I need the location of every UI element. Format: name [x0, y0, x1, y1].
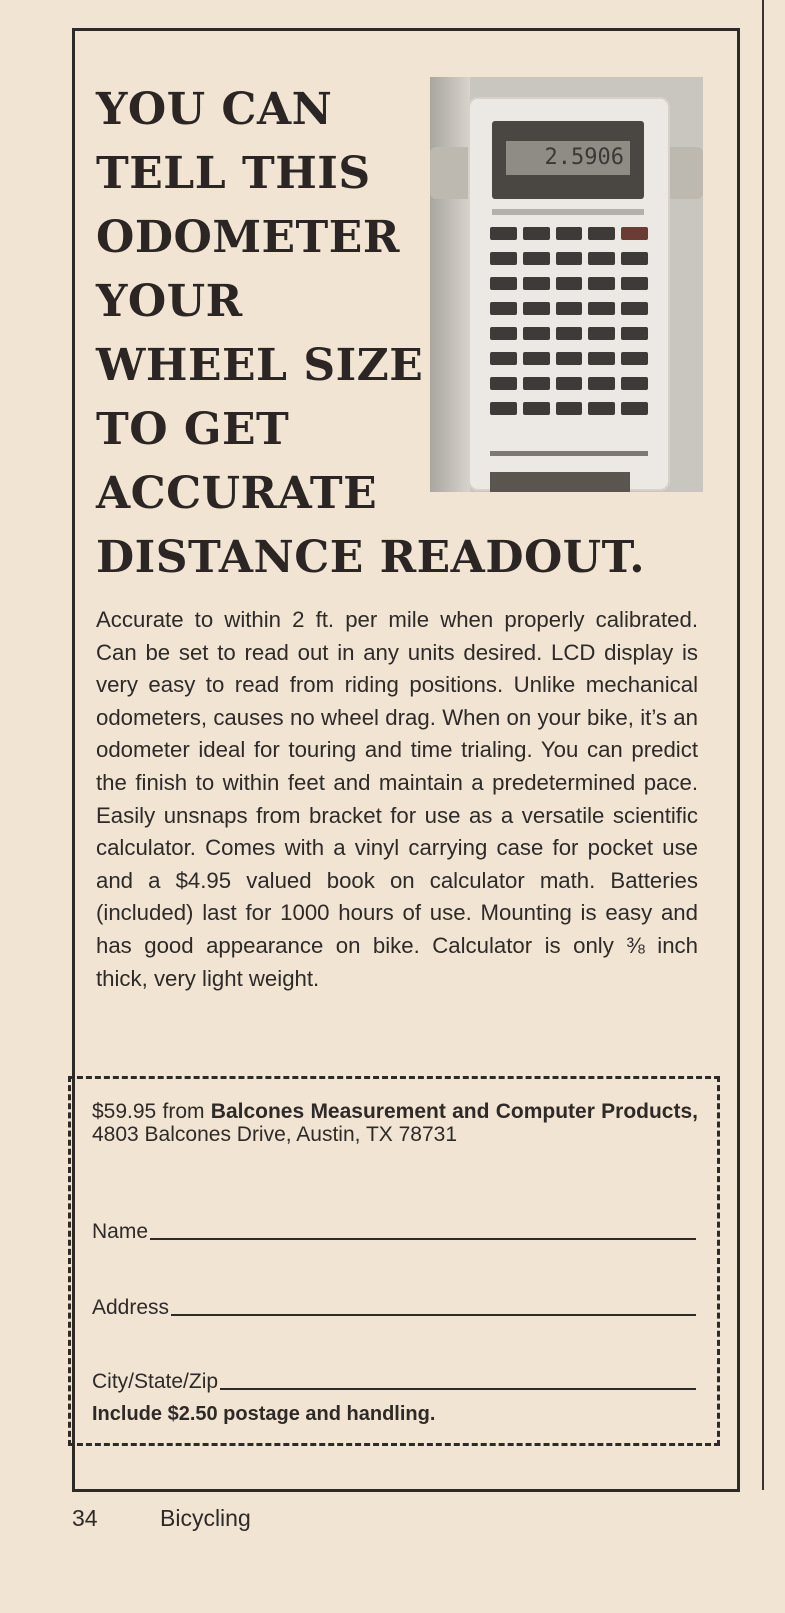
- calculator-bottom-bar: [490, 451, 648, 456]
- key: [523, 352, 550, 365]
- key: [621, 227, 648, 240]
- headline-line: TO GET: [96, 404, 290, 455]
- key: [490, 302, 517, 315]
- key: [556, 377, 583, 390]
- city-state-zip-label: City/State/Zip: [92, 1370, 219, 1393]
- address-label: Address: [92, 1296, 170, 1319]
- key: [523, 252, 550, 265]
- offer-text: [92, 1100, 698, 1146]
- headline-line: YOU CAN: [96, 84, 333, 135]
- postage-note: Include $2.50 postage and handling.: [92, 1403, 436, 1425]
- key: [556, 327, 583, 340]
- key: [621, 302, 648, 315]
- headline-line: ODOMETER: [96, 212, 400, 263]
- key: [523, 302, 550, 315]
- calculator-photo: [430, 77, 703, 492]
- key: [556, 277, 583, 290]
- company-name: Balcones Measurement and Computer Products,: [210, 1100, 698, 1123]
- key: [556, 252, 583, 265]
- lcd-reading: 2.5906: [506, 141, 630, 175]
- name-label: Name: [92, 1220, 149, 1243]
- key: [588, 227, 615, 240]
- key: [588, 252, 615, 265]
- key: [588, 302, 615, 315]
- city-state-zip-line[interactable]: [220, 1388, 696, 1390]
- key: [621, 327, 648, 340]
- name-line[interactable]: [150, 1238, 696, 1240]
- handlebar-right: [666, 147, 703, 199]
- address-line[interactable]: [171, 1314, 696, 1316]
- key: [588, 352, 615, 365]
- key: [621, 352, 648, 365]
- key: [523, 402, 550, 415]
- keypad: [490, 227, 648, 415]
- key: [490, 377, 517, 390]
- key: [588, 277, 615, 290]
- key: [490, 352, 517, 365]
- headline-line: TELL THIS: [96, 148, 371, 199]
- product-description: Accurate to within 2 ft. per mile when properly calibrated. Can be set to read out in any units desired. LCD display is very easy to read from riding positions. Unlike mechanical odometers, causes no wheel drag. When on your bike, it’s an odometer ideal for touring and time trialing. You can predict the finish to within feet and maintain a predetermined pace. Easily unsnaps from bracket for use as a versatile scientific calculator. Comes with a vinyl carrying case for pocket use and a $4.95 valued book on calculator math. Batteries (included) last for 1000 hours of use. Mounting is easy and has good appearance on bike. Calculator is only ⅜ inch thick, very light weight.: [96, 607, 698, 991]
- key: [490, 227, 517, 240]
- photo-background: [430, 77, 470, 492]
- key: [621, 277, 648, 290]
- key: [621, 377, 648, 390]
- key: [588, 377, 615, 390]
- key: [490, 277, 517, 290]
- company-address: 4803 Balcones Drive, Austin, TX 78731: [92, 1123, 458, 1146]
- city-state-zip-field[interactable]: [92, 1364, 696, 1394]
- key: [523, 377, 550, 390]
- key: [556, 352, 583, 365]
- key: [588, 402, 615, 415]
- key: [556, 227, 583, 240]
- calculator-display: [492, 121, 644, 199]
- key: [588, 327, 615, 340]
- key: [523, 327, 550, 340]
- column-divider: [762, 0, 764, 1490]
- key: [556, 302, 583, 315]
- key: [556, 402, 583, 415]
- key: [523, 277, 550, 290]
- price: $59.95: [92, 1100, 157, 1123]
- name-field[interactable]: [92, 1214, 696, 1244]
- calculator-body: [468, 97, 670, 491]
- key: [621, 252, 648, 265]
- headline-line: WHEEL SIZE: [96, 340, 424, 391]
- headline-line: YOUR: [96, 276, 243, 327]
- headline-line: DISTANCE READOUT.: [96, 532, 646, 583]
- key: [490, 252, 517, 265]
- key: [523, 227, 550, 240]
- mounting-bracket: [490, 472, 630, 492]
- brand-strip: [492, 209, 644, 215]
- address-field[interactable]: [92, 1290, 696, 1320]
- key: [621, 402, 648, 415]
- offer-from: from: [162, 1100, 205, 1123]
- key: [490, 402, 517, 415]
- magazine-name: Bicycling: [160, 1505, 251, 1531]
- headline-line: ACCURATE: [96, 468, 378, 519]
- page-number: 34: [72, 1505, 98, 1531]
- key: [490, 327, 517, 340]
